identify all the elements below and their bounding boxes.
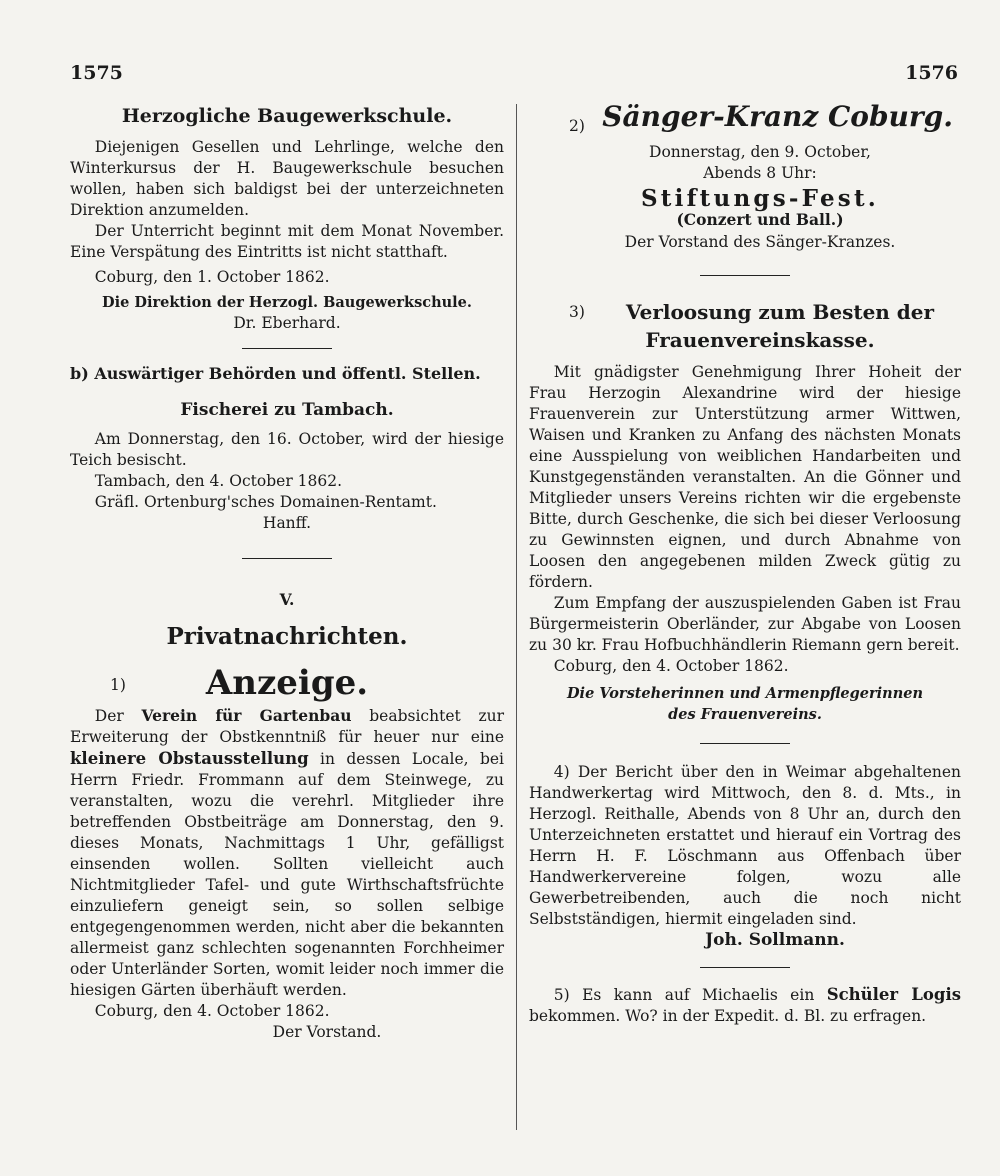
page-number-right: 1576 [905, 62, 958, 84]
bericht-signature: Joh. Sollmann. [705, 930, 845, 950]
bauschule-signature-org: Die Direktion der Herzogl. Baugewerkschule. [102, 294, 472, 311]
saenger-line-1: Donnerstag, den 9. October, [649, 143, 871, 161]
bauschule-signature-name: Dr. Eberhard. [233, 314, 341, 332]
anzeige-title: Anzeige. [205, 663, 369, 703]
fischerei-paragraph: Am Donnerstag, den 16. October, wird der hiesige Teich besischt. [70, 430, 504, 469]
bauschule-paragraph-2: Der Unterricht beginnt mit dem Monat November. Eine Verspätung des Eintritts ist nicht statthaft. [70, 222, 504, 261]
bericht-paragraph: 4) Der Bericht über den in Weimar abgehaltenen Handwerkertag wird Mittwoch, den 8. d. Mts., in Herzogl. Reithalle, Abends von 8 Uhr an, durch den Unterzeichneten erstattet und hierauf ein Vortrag des Herrn H. F. Löschmann aus Offenbach über Handwerkervereine folgen, wozu alle Gewerbetreibenden, auch die noch nicht Selbstständigen, hiermit eingeladen sind. [529, 763, 961, 928]
divider [700, 743, 790, 744]
saenger-signature: Der Vorstand des Sänger-Kranzes. [624, 233, 896, 251]
privatnachrichten-title: Privatnachrichten. [166, 623, 408, 650]
left-column [70, 106, 504, 1043]
divider [242, 558, 332, 559]
divider [700, 275, 790, 276]
fischerei-title: Fischerei zu Tambach. [180, 400, 394, 420]
fischerei-signature-org: Gräfl. Ortenburg'sches Domainen-Rentamt. [94, 493, 437, 511]
fischerei-signature-name: Hanff. [262, 514, 312, 532]
verein-fuer-gartenbau: Verein für Gartenbau [141, 706, 352, 725]
saenger-subtitle: (Conzert und Ball.) [676, 210, 844, 229]
divider [700, 967, 790, 968]
anzeige-number: 1) [110, 676, 126, 694]
anzeige-signature: Der Vorstand. [272, 1023, 382, 1041]
section-b-heading: b) Auswärtiger Behörden und öffentl. Stellen. [70, 364, 481, 383]
verloosung-paragraph-1: Mit gnädigster Genehmigung Ihrer Hoheit der Frau Herzogin Alexandrine wird der hiesige Frauenverein zur Unterstützung armer Wittwen, Waisen und Kranken zu Anfang des nächsten Monats eine Ausspielung von weiblichen Handarbeiten und Kunstgegenständen veranstalten. An die Gönner und Mitglieder unsers Vereins richten wir die ergebenste Bitte, durch Geschenke, die sich bei dieser Verloosung zu Gewinnsten eignen, und durch Abnahme von Loosen den angegebenen milden Zweck gütig zu fördern. [529, 363, 961, 591]
verloosung-signature-2: des Frauenvereins. [668, 706, 822, 723]
kleinere-obstausstellung: kleinere Obstausstellung [70, 749, 309, 768]
bauschule-date: Coburg, den 1. October 1862. [94, 268, 330, 286]
logis-paragraph: 5) Es kann auf Michaelis ein Schüler Logis bekommen. Wo? in der Expedit. d. Bl. zu erfragen. [529, 985, 961, 1025]
saenger-title: Sänger-Kranz Coburg. [602, 100, 953, 133]
verloosung-paragraph-2: Zum Empfang der auszuspielenden Gaben ist Frau Bürgermeisterin Oberländer, zur Abgabe von Loosen zu 30 kr. Frau Hofbuchhändlerin Riemann gern bereit. [529, 594, 961, 654]
schueler-logis: Schüler Logis [826, 985, 961, 1004]
verloosung-date: Coburg, den 4. October 1862. [553, 657, 789, 675]
anzeige-date: Coburg, den 4. October 1862. [94, 1002, 330, 1020]
verloosung-title-1: Verloosung zum Besten der [625, 300, 935, 324]
saenger-number: 2) [569, 117, 585, 135]
bauschule-paragraph-1: Diejenigen Gesellen und Lehrlinge, welche den Winterkursus der H. Baugewerkschule besuchen wollen, haben sich baldigst bei der unterzeichneten Direktion anzumelden. [70, 138, 504, 219]
verloosung-title-2: Frauenvereinskasse. [645, 328, 875, 352]
divider [242, 348, 332, 349]
verloosung-signature-1: Die Vorsteherinnen und Armenpflegerinnen [566, 685, 924, 702]
bauschule-title: Herzogliche Baugewerkschule. [121, 105, 453, 127]
fischerei-date: Tambach, den 4. October 1862. [94, 472, 343, 490]
saenger-line-2: Abends 8 Uhr: [703, 164, 817, 182]
verloosung-number: 3) [569, 303, 585, 321]
section-v-heading: V. [279, 590, 295, 609]
stiftungs-fest: Stiftungs-Fest. [640, 185, 880, 212]
column-divider [516, 104, 517, 1130]
anzeige-paragraph: Der Verein für Gartenbau beabsichtet zur Erweiterung der Obstkenntniß für heuer nur eine kleinere Obstausstellung in dessen Locale, bei Herrn Friedr. Frommann auf dem Steinwege, zu veranstalten, wozu die verehrl. Mitglieder ihre betreffenden Obstbeiträge am Donnerstag, den 9. dieses Monats, Nachmittags 1 Uhr, gefälligst einsenden wollen. Sollten vielleicht auch Nichtmitglieder Tafel- und gute Wirthschaftsfrüchte einzuliefern geneigt sein, so sollen selbige entgegengenommen werden, nicht aber die bekannten allermeist ganz schlechten sogenannten Forchheimer oder Unterländer Sorten, womit leider noch immer die hiesigen Gärten überhäuft werden. [70, 706, 504, 999]
page-number-left: 1575 [70, 62, 123, 84]
right-column [529, 100, 961, 1027]
